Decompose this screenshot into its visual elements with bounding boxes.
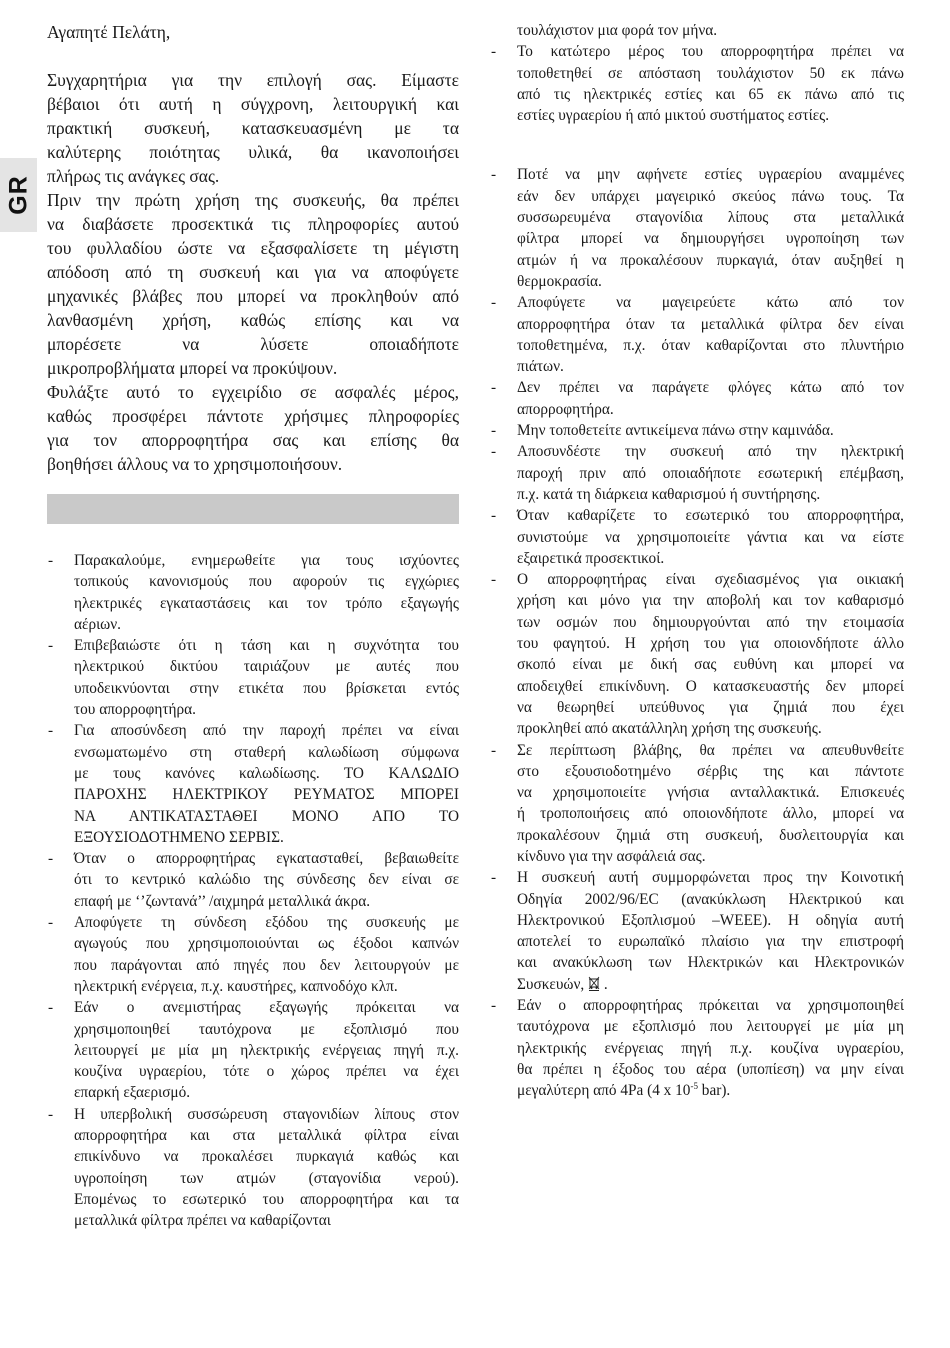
text-line: ηλεκτρικές εγκαταστάσεις και τον τρόπο εξαγωγής bbox=[74, 594, 459, 612]
text-line: επικίνδυνο να προκαλέσει πυρκαγιά καθώς και bbox=[74, 1148, 459, 1166]
text-line bbox=[517, 974, 904, 995]
bullet-dash: - bbox=[48, 722, 54, 740]
text-line: κουζίνα υγραερίου, τότε ο χώρος πρέπει να έχει bbox=[74, 1063, 459, 1081]
list-item bbox=[490, 441, 904, 505]
text-line: που παράγονται από πηγές που δεν λειτουργούν με bbox=[74, 956, 459, 974]
list-item bbox=[47, 912, 459, 997]
text-line: χρησιμοποιηθεί ταυτόχρονα με εξοπλισμό που bbox=[74, 1020, 459, 1038]
bullet-dash: - bbox=[491, 422, 497, 440]
text-line: ΠΑΡΟΧΗΣ ΗΛΕΚΤΡΙΚΟΥ ΡΕΥΜΑΤΟΣ ΜΠΟΡΕΙ bbox=[74, 786, 459, 804]
text-line: ηλεκτρικού δικτύου ταιριάζουν με αυτές που bbox=[74, 658, 459, 676]
list-item bbox=[490, 377, 904, 420]
text-line: του απορροφητήρα. bbox=[74, 701, 196, 719]
text-line: ηλεκτρική ενέργεια, π.χ. καυστήρες, καπνοδόχο κλπ. bbox=[74, 977, 398, 995]
text-line: να διαβάσετε προσεκτικά τις πληροφορίες αυτού bbox=[47, 214, 459, 234]
intro-text bbox=[47, 68, 459, 476]
greeting: Αγαπητέ Πελάτη, bbox=[47, 22, 171, 42]
list-item bbox=[490, 740, 904, 868]
text-line: Επομένως το εσωτερικό του απορροφητήρα και τα bbox=[74, 1190, 459, 1208]
text-line: Οδηγία 2002/96/EC (ανακύκλωση Ηλεκτρικού και bbox=[517, 890, 904, 908]
text-line: σκοπό είναι με δική σας ευθύνη και μπορεί να bbox=[517, 656, 904, 674]
list-item bbox=[47, 997, 459, 1103]
text-line: Αποσυνδέστε την συσκευή από την ηλεκτρική bbox=[517, 443, 904, 461]
text-line: λειτουργεί με μία μη ηλεκτρικής ενέργειας πηγή π.χ. bbox=[74, 1041, 459, 1059]
pressure-unit: bar). bbox=[697, 1082, 731, 1100]
list-item-continuation bbox=[490, 20, 904, 41]
list-item bbox=[47, 635, 459, 720]
column-gap bbox=[490, 126, 904, 164]
text-line: απορροφητήρα. bbox=[517, 400, 614, 418]
list-item bbox=[490, 164, 904, 292]
bullet-dash: - bbox=[491, 43, 497, 61]
left-column bbox=[47, 20, 459, 1232]
text-line: με τους κανόνες καλωδίωσης. ΤΟ ΚΑΛΩΔΙΟ bbox=[74, 764, 459, 782]
bullet-dash: - bbox=[491, 741, 497, 759]
text-line: Δεν πρέπει να παράγετε φλόγες κάτω από τον bbox=[517, 379, 904, 397]
bullet-dash: - bbox=[491, 379, 497, 397]
text-line: ή τροποποιήσεις από οποιονδήποτε άλλο, μπορεί να bbox=[517, 805, 904, 823]
text-line: Αποφύγετε να μαγειρεύετε κάτω από τον bbox=[517, 294, 904, 312]
bullet-dash: - bbox=[48, 999, 54, 1017]
text-line: συσσωρευμένα σταγονίδια λίπους στα μεταλλικά bbox=[517, 209, 904, 227]
text-line: από τις ηλεκτρικές εστίες και 65 εκ πάνω από τις bbox=[517, 85, 904, 103]
text-line: πλήρως τις ανάγκες σας. bbox=[47, 166, 220, 186]
text-line: θα πρέπει η έξοδος του αέρα (υποπίεση) να μην είναι bbox=[517, 1060, 904, 1078]
text-line: εστίες υγραερίου ή από μικτού συστήματος εστίες. bbox=[517, 107, 830, 125]
text-line: ηλεκτρικής ενέργειας πηγή π.χ. κουζίνα υγραερίου, bbox=[517, 1039, 904, 1057]
bullet-dash: - bbox=[48, 1105, 54, 1123]
text-line: καλύτερης ποιότητας υλικά, θα ικανοποιήσει bbox=[47, 142, 459, 162]
bullet-dash: - bbox=[491, 443, 497, 461]
list-item bbox=[490, 420, 904, 441]
intro-paragraph bbox=[47, 188, 459, 380]
text-line: ατμών ή να προκαλέσουν πυρκαγιά, όταν αυξηθεί η bbox=[517, 251, 904, 269]
text-line: ΝΑ ΑΝΤΙΚΑΤΑΣΤΑΘΕΙ ΜΟΝΟ ΑΠΟ ΤΟ bbox=[74, 807, 459, 825]
safety-list-right-top bbox=[490, 20, 904, 126]
text-line: λανθασμένη χρήση, καθώς επίσης και να bbox=[47, 310, 459, 330]
text-line: υγροποίηση των ατμών (σταγονίδια νερού). bbox=[74, 1169, 459, 1187]
bullet-dash: - bbox=[491, 166, 497, 184]
intro-paragraph bbox=[47, 68, 459, 188]
text-line: αγωγούς που χρησιμοποιούνται ως έξοδοι καπνών bbox=[74, 935, 459, 953]
list-item bbox=[47, 1104, 459, 1232]
text-line: προκαλέσουν ζημιά στη συσκευή, δυσλειτουργία και bbox=[517, 826, 904, 844]
text-line: προκληθεί από ακατάλληλη χρήση της συσκευής. bbox=[517, 720, 822, 738]
text-line: Παρακαλούμε, ενημερωθείτε για τους ισχύοντες bbox=[74, 552, 459, 569]
text-line: μικροπροβλήματα μπορεί να προκύψουν. bbox=[47, 358, 338, 378]
text-line: ταυτόχρονα με εξοπλισμό που λειτουργεί με μία μη bbox=[517, 1018, 904, 1036]
bullet-dash: - bbox=[491, 869, 497, 887]
text-line: χρήση και μόνο για την αποβολή και τον καθαρισμό bbox=[517, 592, 904, 610]
text-line: Ποτέ να μην αφήνετε εστίες υγραερίου αναμμένες bbox=[517, 166, 904, 184]
text-line: Επιβεβαιώστε ότι η τάση και η συχνότητα του bbox=[74, 637, 459, 655]
text-line: Αποφύγετε τη σύνδεση εξόδου της συσκευής με bbox=[74, 914, 459, 932]
pressure-exponent: -5 bbox=[690, 1081, 698, 1092]
text-line: παροχή πριν από οποιαδήποτε εσωτερική επέμβαση, bbox=[517, 464, 904, 482]
text-line: αποδειχθεί επικίνδυνη. Ο κατασκευαστής δεν μπορεί bbox=[517, 677, 904, 695]
text-line: επαρκή εξαερισμό. bbox=[74, 1084, 191, 1102]
text-line: βοηθήσει άλλους να το χρησιμοποιήσουν. bbox=[47, 454, 343, 474]
safety-list-left bbox=[47, 550, 459, 1232]
text-line bbox=[517, 1080, 904, 1101]
text-line: μπορέσετε να λύσετε οποιαδήποτε bbox=[47, 334, 459, 354]
text-line: Εάν ο ανεμιστήρας εξαγωγής πρόκειται να bbox=[74, 999, 459, 1017]
text-line: αποτελεί το ευρωπαϊκό πλαίσιο για την επιστροφή bbox=[517, 933, 904, 951]
list-item bbox=[47, 550, 459, 635]
weee-text-after: . bbox=[603, 975, 608, 993]
bullet-dash: - bbox=[491, 507, 497, 525]
bullet-dash: - bbox=[48, 850, 54, 868]
text-line: ενσωματωμένο στη σταθερή καλωδίωση σύμφωνα bbox=[74, 743, 459, 761]
bullet-dash: - bbox=[48, 637, 54, 655]
list-item bbox=[490, 41, 904, 126]
language-tab-label: GR bbox=[4, 175, 32, 215]
text-line: ότι το κεντρικό καλώδιο της σύνδεσης δεν είναι σε bbox=[74, 871, 459, 889]
text-line: υποδεικνύονται στην ετικέτα που βρίσκεται εντός bbox=[74, 679, 459, 697]
text-line: κίνδυνο για την ασφάλειά σας. bbox=[517, 847, 706, 865]
text-line: μεταλλικά φίλτρα πρέπει να καθαρίζονται bbox=[74, 1212, 331, 1230]
bullet-dash: - bbox=[491, 294, 497, 312]
text-line: του φαγητού. Η χρήση του για οποιονδήποτε άλλο bbox=[517, 635, 904, 653]
text-line: αέριων. bbox=[74, 615, 121, 633]
text-line: τοποθετημένα, π.χ. όταν καθαρίζονται στο πλυντήριο bbox=[517, 336, 904, 354]
text-line: εξαιρετικά προσεκτικοί. bbox=[517, 549, 665, 567]
text-line: για τον απορροφητήρα σας και επίσης θα bbox=[47, 430, 459, 450]
bullet-dash: - bbox=[48, 552, 54, 569]
list-item bbox=[490, 292, 904, 377]
text-line: του φυλλαδίου ώστε να εξασφαλίσετε τη μέγιστη bbox=[47, 238, 459, 258]
text-line: στο εξουσιοδοτημένο σέρβις της και πάντοτε bbox=[517, 762, 904, 780]
text-line: Σε περίπτωση βλάβης, θα πρέπει να απευθυνθείτε bbox=[517, 741, 904, 759]
text-line: Η υπερβολική συσσώρευση σταγονιδίων λίπους στον bbox=[74, 1105, 459, 1123]
bullet-dash: - bbox=[48, 914, 54, 932]
text-line: Το κατώτερο μέρος του απορροφητήρα πρέπει να bbox=[517, 43, 904, 61]
text-line: Συγχαρητήρια για την επιλογή σας. Είμαστε bbox=[47, 70, 459, 90]
list-item bbox=[47, 720, 459, 848]
bullet-dash: - bbox=[491, 997, 497, 1015]
text-line: πιάτων. bbox=[517, 358, 564, 376]
intro-paragraph bbox=[47, 380, 459, 476]
crossed-out-wheelie-bin-icon bbox=[588, 976, 600, 991]
list-item bbox=[490, 505, 904, 569]
list-item bbox=[490, 867, 904, 995]
text-line: Όταν ο απορροφητήρας εγκατασταθεί, βεβαιωθείτε bbox=[74, 850, 459, 868]
text-line: καθώς προσφέρει πάντοτε χρήσιμες πληροφορίες bbox=[47, 406, 459, 426]
text-line: επαφή με ‘’ζωντανά’’ /αιχμηρά μεταλλικά άκρα. bbox=[74, 892, 371, 910]
pressure-text: μεγαλύτερη από 4Pa (4 x 10 bbox=[517, 1082, 691, 1100]
text-line: ΕΞΟΥΣΙΟΔΟΤΗΜΕΝΟ ΣΕΡΒΙΣ. bbox=[74, 828, 284, 846]
list-item bbox=[47, 848, 459, 912]
text-line: Πριν την πρώτη χρήση της συσκευής, θα πρέπει bbox=[47, 190, 459, 210]
text-line: απορροφητήρα όταν τα μεταλλικά φίλτρα δεν είναι bbox=[517, 315, 904, 333]
text-line: Μην τοποθετείτε αντικείμενα πάνω στην καμινάδα. bbox=[517, 422, 834, 440]
text-line: συνιστούμε να χρησιμοποιείτε γάντια και να είστε bbox=[517, 528, 904, 546]
safety-list-right bbox=[490, 164, 904, 1101]
text-line: απόδοση από τη συσκευή και για να αποφύγετε bbox=[47, 262, 459, 282]
text-line: απορροφητήρα και στα μεταλλικά φίλτρα είναι bbox=[74, 1127, 459, 1145]
list-item bbox=[490, 995, 904, 1101]
text-line: τουλάχιστον μια φορά τον μήνα. bbox=[517, 22, 718, 39]
text-line: Όταν καθαρίζετε το εσωτερικό του απορροφητήρα, bbox=[517, 507, 904, 525]
text-line: Φυλάξτε αυτό το εγχειρίδιο σε ασφαλές μέρος, bbox=[47, 382, 459, 402]
section-heading-bar bbox=[47, 494, 459, 524]
text-line: των οσμών που δημιουργούνται από την ετοιμασία bbox=[517, 613, 904, 631]
text-line: Ηλεκτρονικού Εξοπλισμού –WEEE). Η οδηγία αυτή bbox=[517, 911, 904, 929]
text-line: Εάν ο απορροφητήρας πρόκειται να χρησιμοποιηθεί bbox=[517, 997, 904, 1015]
text-line: Ο απορροφητήρας είναι σχεδιασμένος για οικιακή bbox=[517, 571, 904, 589]
weee-text-before: Συσκευών, bbox=[517, 975, 585, 993]
text-line: πρακτική συσκευή, κατασκευασμένη με τα bbox=[47, 118, 459, 138]
text-line: βέβαιοι ότι αυτή η σύγχρονη, λειτουργική και bbox=[47, 94, 459, 114]
text-line: π.χ. κατά τη διάρκεια καθαρισμού ή συντήρησης. bbox=[517, 485, 821, 503]
text-line: Η συσκευή αυτή συμμορφώνεται προς την Κοινοτική bbox=[517, 869, 904, 887]
text-line: τοπικούς κανονισμούς που αφορούν τις εγχώριες bbox=[74, 573, 459, 591]
list-item bbox=[490, 569, 904, 739]
text-line: μηχανικές βλάβες που μπορεί να προκληθούν από bbox=[47, 286, 459, 306]
text-line: να θεωρηθεί υπεύθυνος για ζημιά που έχει bbox=[517, 698, 904, 716]
text-line: τοποθετηθεί σε απόσταση τουλάχιστον 50 εκ πάνω bbox=[517, 64, 904, 82]
right-column bbox=[490, 20, 904, 1102]
language-tab bbox=[0, 158, 37, 232]
bullet-dash: - bbox=[491, 571, 497, 589]
text-line: και ανακύκλωση των Ηλεκτρικών και Ηλεκτρονικών bbox=[517, 954, 904, 972]
text-line: θερμοκρασία. bbox=[517, 272, 602, 290]
text-line: εάν δεν υπάρχει μαγειρικό σκεύος πάνω τους. Τα bbox=[517, 187, 904, 205]
text-line: Για αποσύνδεση από την παροχή πρέπει να είναι bbox=[74, 722, 459, 740]
text-line: φίλτρα μπορεί να δημιουργήσει υγροποίηση των bbox=[517, 230, 904, 248]
text-line: να χρησιμοποιείτε γνήσια ανταλλακτικά. Επισκευές bbox=[517, 784, 904, 802]
